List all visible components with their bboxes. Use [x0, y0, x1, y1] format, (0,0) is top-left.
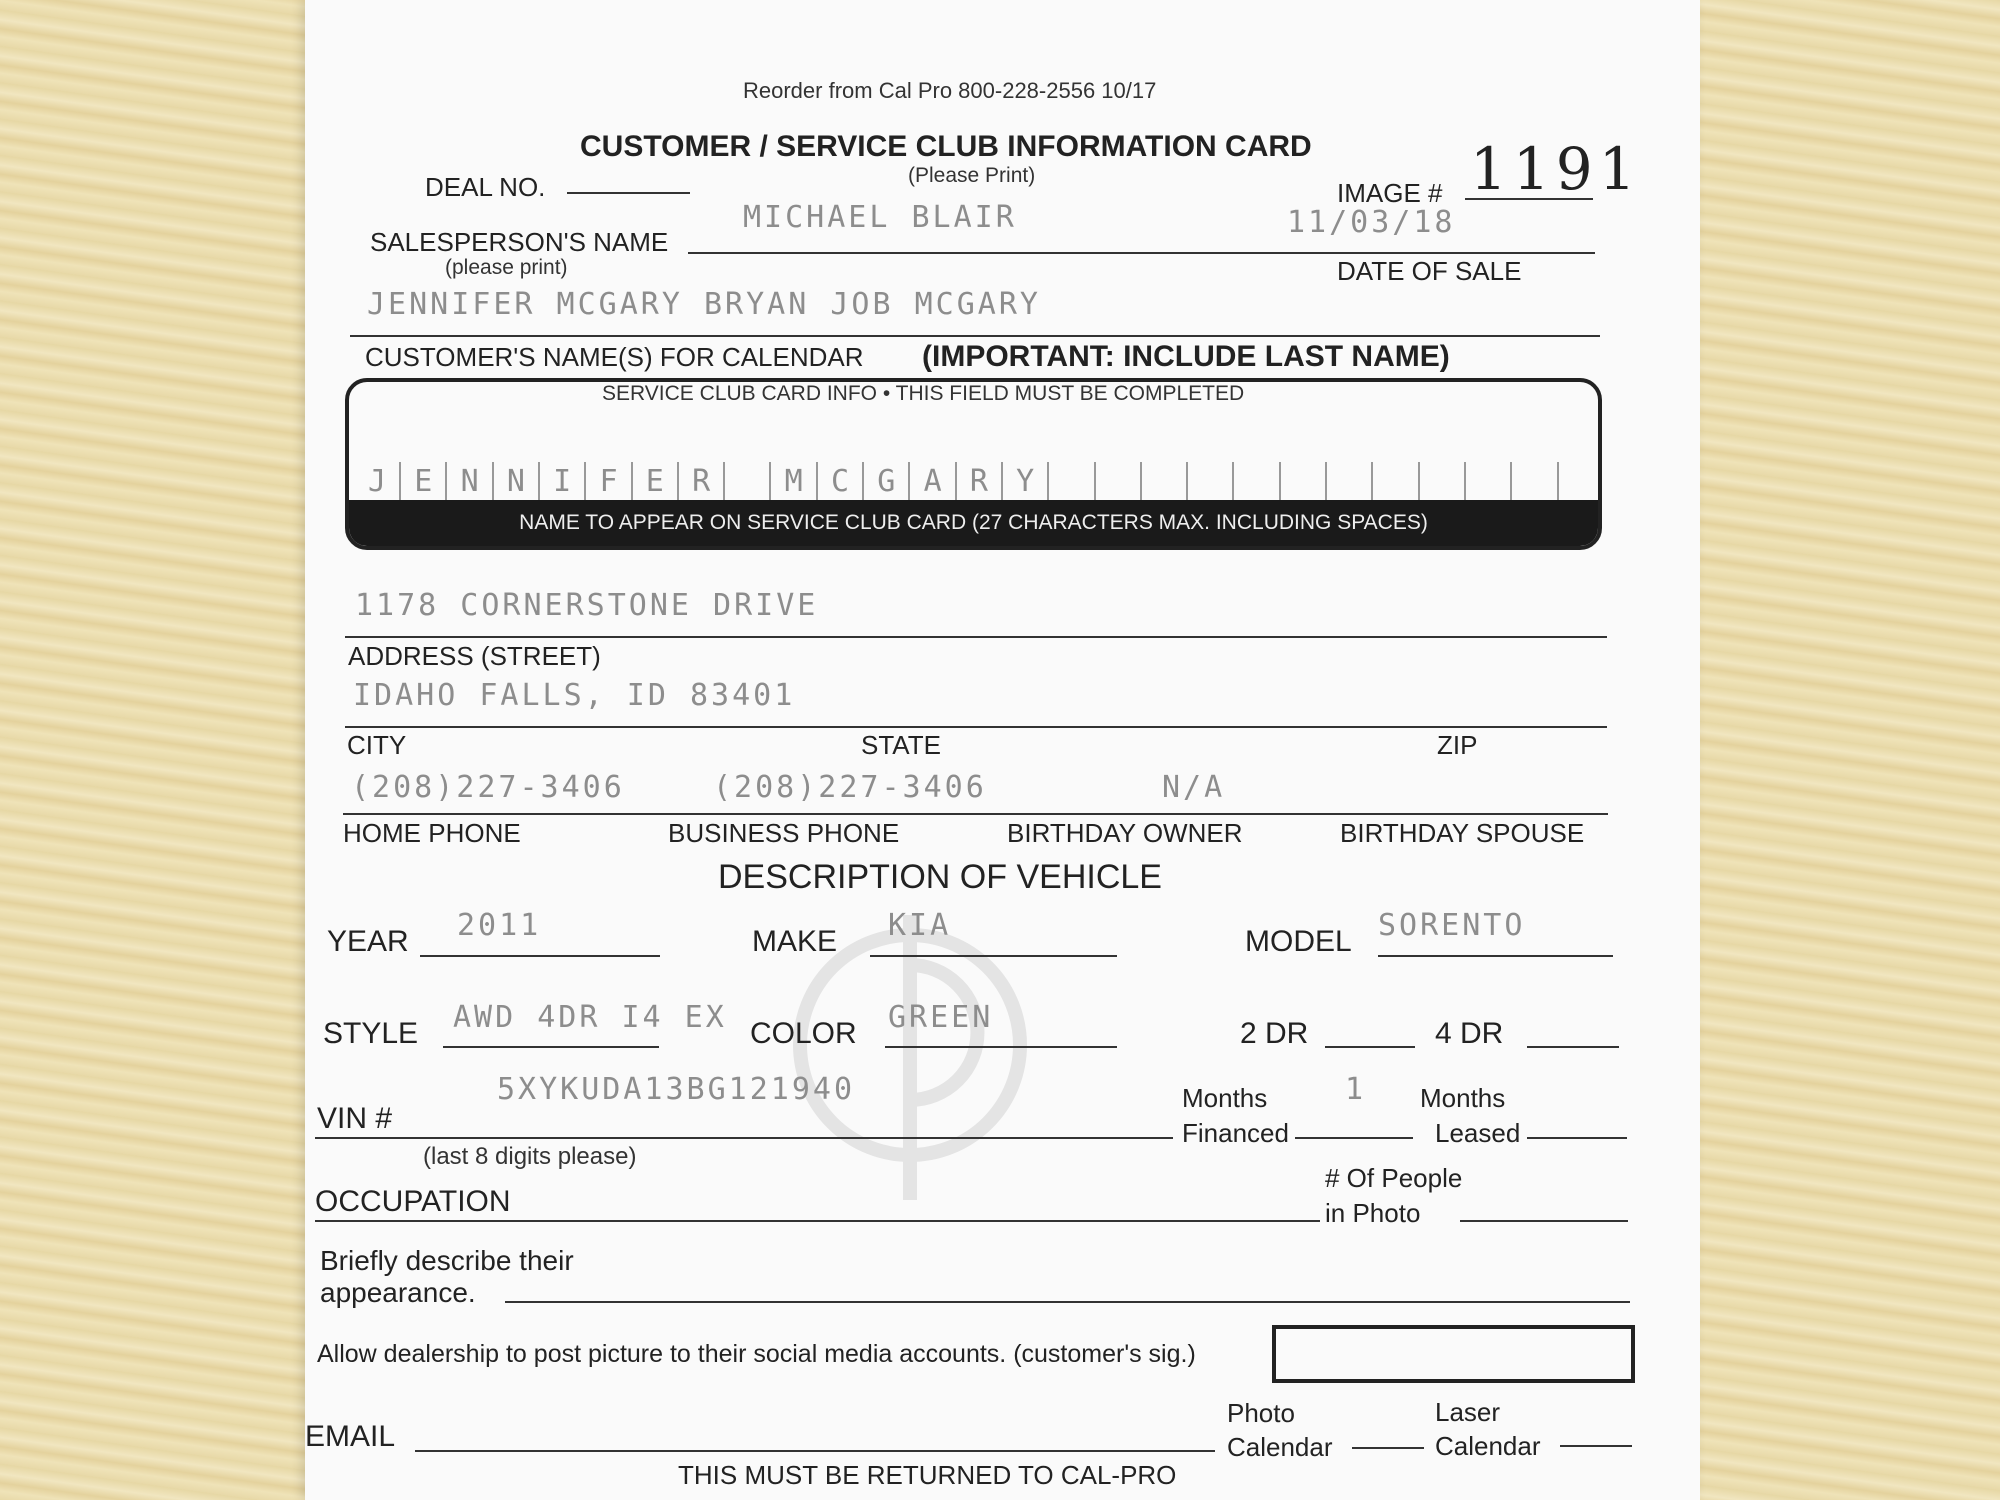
return-note: THIS MUST BE RETURNED TO CAL-PRO [678, 1460, 1177, 1490]
deal-no-field[interactable] [567, 192, 690, 194]
info-card [305, 0, 1700, 1500]
business-phone-label: BUSINESS PHONE [668, 818, 900, 848]
service-club-char-cell[interactable] [1513, 462, 1559, 502]
email-label: EMAIL [305, 1420, 396, 1453]
customer-names-label: CUSTOMER'S NAME(S) FOR CALENDAR [365, 342, 864, 372]
four-door-label: 4 DR [1435, 1017, 1504, 1050]
vin-label: VIN # [317, 1102, 393, 1135]
date-of-sale-value: 11/03/18 [1287, 205, 1456, 240]
photo-calendar-label-1: Photo [1227, 1398, 1295, 1428]
vin-value: 5XYKUDA13BG121940 [497, 1072, 856, 1107]
service-club-char-cell[interactable] [1050, 462, 1096, 502]
vehicle-heading: DESCRIPTION OF VEHICLE [718, 858, 1162, 896]
service-club-char: Y [1016, 464, 1035, 499]
address-field[interactable] [345, 636, 1607, 638]
salesperson-sub-label: (please print) [445, 256, 568, 279]
service-club-char-cell[interactable] [957, 462, 1003, 502]
service-club-char-cell[interactable] [540, 462, 586, 502]
service-club-char-cell[interactable] [355, 462, 401, 502]
laser-calendar-label-1: Laser [1435, 1397, 1501, 1427]
model-value: SORENTO [1378, 908, 1526, 943]
months-leased-label-1: Months [1420, 1083, 1506, 1113]
service-club-char-cell[interactable] [1559, 462, 1602, 502]
service-club-char-cell[interactable] [1096, 462, 1142, 502]
people-in-photo-label-2: in Photo [1325, 1198, 1421, 1228]
appearance-label-2: appearance. [320, 1277, 476, 1308]
birthday-spouse-label: BIRTHDAY SPOUSE [1340, 818, 1585, 848]
style-label: STYLE [323, 1017, 419, 1050]
service-club-char: E [645, 464, 664, 499]
color-label: COLOR [750, 1017, 857, 1050]
salesperson-label: SALESPERSON'S NAME [370, 227, 669, 257]
service-club-char: F [599, 464, 618, 499]
service-club-char-cell[interactable] [448, 462, 494, 502]
service-club-box [345, 378, 1602, 550]
city-state-zip-field[interactable] [345, 726, 1607, 728]
service-club-char: N [460, 464, 479, 499]
service-club-char-cell[interactable] [1420, 462, 1466, 502]
service-club-char-cell[interactable] [1281, 462, 1327, 502]
color-field[interactable] [885, 1046, 1117, 1048]
year-value: 2011 [457, 908, 542, 943]
service-club-header: SERVICE CLUB CARD INFO • THIS FIELD MUST BE COMPLETED [602, 382, 1245, 405]
service-club-char: E [414, 464, 433, 499]
service-club-char: G [877, 464, 896, 499]
date-of-sale-label: DATE OF SALE [1337, 256, 1522, 286]
service-club-char: N [506, 464, 525, 499]
laser-calendar-label-2: Calendar [1435, 1431, 1541, 1461]
address-value: 1178 CORNERSTONE DRIVE [355, 588, 819, 623]
service-club-char: M [784, 464, 803, 499]
service-club-char: R [969, 464, 988, 499]
service-club-char-cell[interactable] [772, 462, 818, 502]
reorder-note: Reorder from Cal Pro 800-228-2556 10/17 [743, 78, 1157, 103]
deal-no-label: DEAL NO. [425, 172, 546, 202]
months-financed-label-2: Financed [1182, 1118, 1289, 1148]
please-print-note: (Please Print) [908, 164, 1036, 187]
photo-calendar-field[interactable] [1352, 1447, 1424, 1449]
service-club-char-cell[interactable] [679, 462, 725, 502]
city-value: IDAHO FALLS, ID 83401 [353, 678, 796, 713]
months-financed-value: 1 [1345, 1072, 1367, 1107]
vin-sub-label: (last 8 digits please) [423, 1143, 637, 1170]
birthday-owner-label: BIRTHDAY OWNER [1007, 818, 1243, 848]
service-club-char: J [367, 464, 387, 499]
service-club-char-cell[interactable] [1003, 462, 1049, 502]
months-leased-field[interactable] [1527, 1137, 1627, 1139]
service-club-char-cell[interactable] [401, 462, 447, 502]
image-field[interactable] [1465, 198, 1593, 200]
service-club-char-cell[interactable] [1327, 462, 1373, 502]
city-label: CITY [347, 730, 407, 760]
months-leased-label-2: Leased [1435, 1118, 1521, 1148]
service-club-char-cell[interactable] [633, 462, 679, 502]
people-in-photo-label-1: # Of People [1325, 1163, 1463, 1193]
service-club-char-cell[interactable] [725, 462, 771, 502]
people-in-photo-field[interactable] [1460, 1220, 1628, 1222]
birthday-owner-value: N/A [1162, 770, 1226, 805]
service-club-char-cell[interactable] [494, 462, 540, 502]
months-financed-field[interactable] [1295, 1137, 1413, 1139]
service-club-char-cell[interactable] [1188, 462, 1234, 502]
make-label: MAKE [752, 925, 838, 958]
occupation-field[interactable] [315, 1220, 1320, 1222]
zip-label: ZIP [1437, 730, 1478, 760]
style-field[interactable] [443, 1046, 659, 1048]
occupation-label: OCCUPATION [315, 1185, 511, 1218]
service-club-char-cell[interactable] [1466, 462, 1512, 502]
appearance-field[interactable] [505, 1301, 1630, 1303]
make-field[interactable] [870, 955, 1117, 957]
color-value: GREEN [888, 1000, 994, 1035]
service-club-char-cell[interactable] [587, 462, 633, 502]
style-value: AWD 4DR I4 EX [453, 1000, 727, 1035]
photo-calendar-label-2: Calendar [1227, 1432, 1333, 1462]
card-title: CUSTOMER / SERVICE CLUB INFORMATION CARD [580, 130, 1312, 163]
customer-names-value: JENNIFER MCGARY BRYAN JOB MCGARY [367, 287, 1041, 322]
salesperson-field[interactable] [688, 252, 1595, 254]
business-phone-value: (208)227-3406 [713, 770, 987, 805]
service-club-char-cell[interactable] [1235, 462, 1281, 502]
image-number: 1191 [1470, 135, 1642, 203]
state-label: STATE [861, 730, 941, 760]
email-field[interactable] [415, 1450, 1215, 1452]
four-door-field[interactable] [1527, 1046, 1619, 1048]
service-club-char-cell[interactable] [1142, 462, 1188, 502]
home-phone-label: HOME PHONE [343, 818, 521, 848]
year-field[interactable] [420, 955, 660, 957]
phone-birthday-field[interactable] [343, 813, 1608, 815]
home-phone-value: (208)227-3406 [351, 770, 625, 805]
months-financed-label-1: Months [1182, 1083, 1268, 1113]
service-club-char-cell[interactable] [1374, 462, 1420, 502]
address-label: ADDRESS (STREET) [348, 641, 601, 671]
appearance-label-1: Briefly describe their [320, 1245, 574, 1276]
two-door-label: 2 DR [1240, 1017, 1309, 1050]
service-club-char-cell[interactable] [911, 462, 957, 502]
model-field[interactable] [1378, 955, 1613, 957]
customer-important-note: (IMPORTANT: INCLUDE LAST NAME) [922, 340, 1450, 373]
image-label: IMAGE # [1337, 178, 1443, 208]
year-label: YEAR [327, 925, 409, 958]
social-media-label: Allow dealership to post picture to their social media accounts. (customer's sig.) [317, 1340, 1196, 1368]
service-club-char-cell[interactable] [864, 462, 910, 502]
two-door-field[interactable] [1325, 1046, 1415, 1048]
make-value: KIA [888, 908, 952, 943]
service-club-char-cell[interactable] [818, 462, 864, 502]
laser-calendar-field[interactable] [1560, 1445, 1632, 1447]
service-club-footer: NAME TO APPEAR ON SERVICE CLUB CARD (27 CHARACTERS MAX. INCLUDING SPACES) [349, 500, 1598, 546]
customer-names-field[interactable] [350, 335, 1600, 337]
salesperson-value: MICHAEL BLAIR [743, 200, 1017, 235]
customer-signature-box[interactable] [1272, 1325, 1635, 1383]
service-club-char: A [923, 464, 942, 499]
vin-field[interactable] [315, 1137, 1173, 1139]
service-club-char: C [830, 464, 850, 499]
service-club-char: R [692, 464, 711, 499]
model-label: MODEL [1245, 925, 1352, 958]
service-club-char: I [553, 464, 572, 499]
